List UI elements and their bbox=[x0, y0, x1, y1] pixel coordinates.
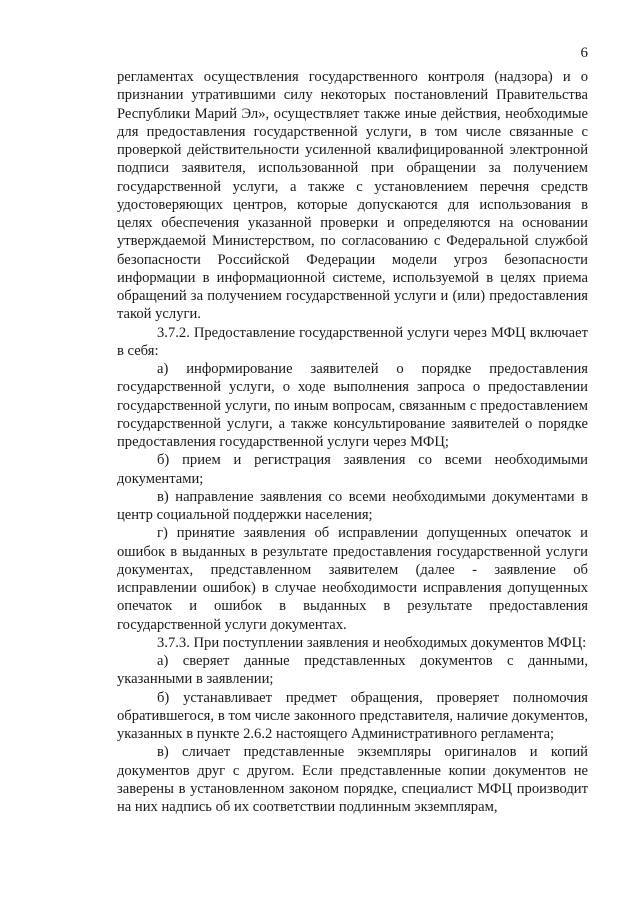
paragraph: 3.7.2. Предоставление государственной услуги через МФЦ включает в себя: bbox=[117, 324, 588, 359]
paragraph: в) направление заявления со всеми необходимыми документами в центр социальной поддержки населения; bbox=[117, 488, 588, 523]
document-body bbox=[117, 68, 588, 816]
page-number: 6 bbox=[580, 45, 588, 61]
paragraph: в) сличает представленные экземпляры оригиналов и копий документов друг с другом. Если представленные копии документов не заверены в установленном законом порядке, специалист МФЦ производит на них надпись об их соответствии подлинным экземплярам, bbox=[117, 744, 588, 815]
paragraph: г) принятие заявления об исправлении допущенных опечаток и ошибок в выданных в результате предоставления государственной услуги документах, представленном заявителем (далее - заявление об исправлении ошибок) в случае необходимости исправления допущенных опечаток и ошибок в выданных в результате предоставления государственной услуги документах. bbox=[117, 525, 588, 633]
paragraph: 3.7.3. При поступлении заявления и необходимых документов МФЦ: bbox=[157, 634, 587, 651]
paragraph: регламентах осуществления государственного контроля (надзора) и о признании утратившими силу некоторых постановлений Правительства Республики Марий Эл», осуществляет также иные действия, необходимые для предоставления государственной услуги, в том числе связанные с проверкой действительности усиленной квалифицированной электронной подписи заявителя, использованной при обращении за получением государственной услуги, а также с установлением перечня средств удостоверяющих центров, которые допускаются для использования в целях обеспечения указанной проверки и определяются на основании утверждаемой Министерством, по согласованию с Федеральной службой безопасности Российской Федерации модели угроз безопасности информации в информационной системе, используемой в целях приема обращений за получением государственной услуги и (или) предоставления такой услуги. bbox=[117, 69, 588, 323]
paragraph: а) информирование заявителей о порядке предоставления государственной услуги, о ходе выполнения запроса о предоставлении государственной услуги, по иным вопросам, связанным с предоставлением государственной услуги, а также консультирование заявителей о порядке предоставления государственной услуги через МФЦ; bbox=[117, 361, 588, 450]
paragraph: б) прием и регистрация заявления со всеми необходимыми документами; bbox=[117, 452, 588, 487]
paragraph: а) сверяет данные представленных документов с данными, указанными в заявлении; bbox=[117, 653, 588, 688]
paragraph: б) устанавливает предмет обращения, проверяет полномочия обратившегося, в том числе законного представителя, наличие документов, указанных в пункте 2.6.2 настоящего Административного регламента; bbox=[117, 689, 588, 742]
